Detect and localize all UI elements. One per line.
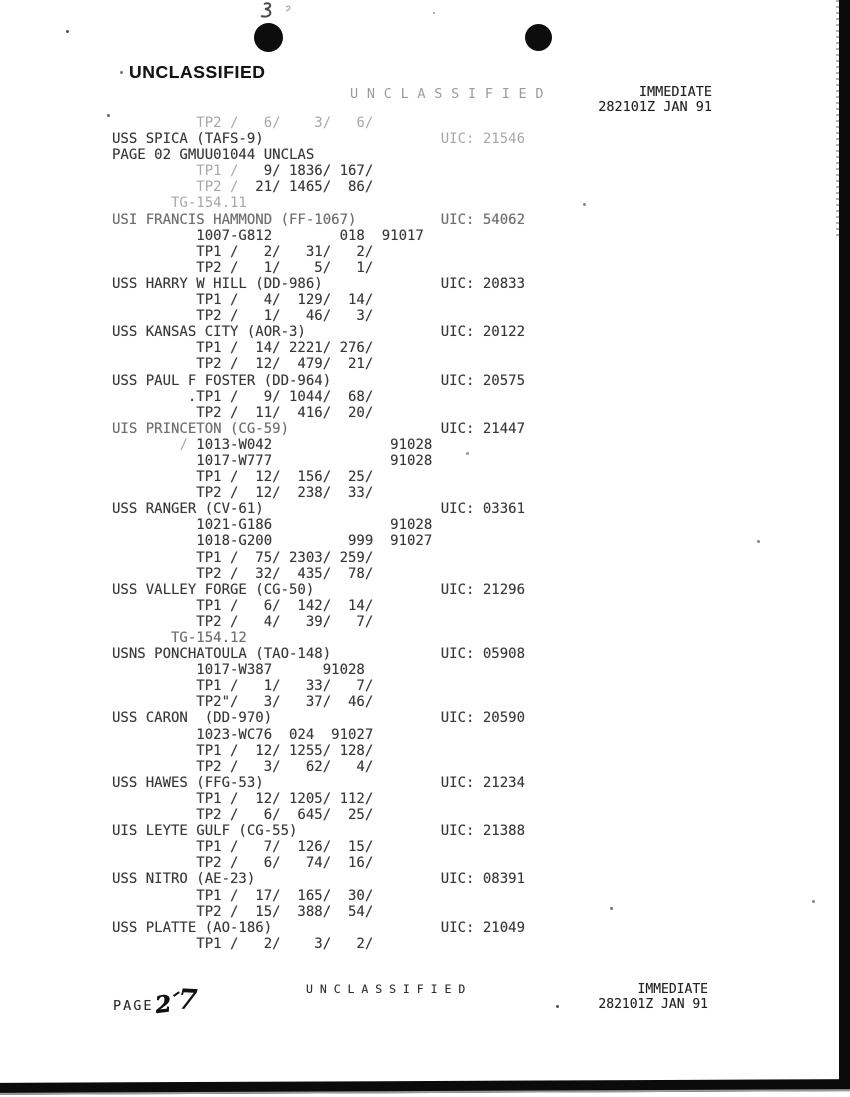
body-line: TP2 / 1/ 46/ 3/ [112,308,374,325]
body-line: USS SPICA (TAFS-9) UIC: 21546 [112,131,526,148]
footer-page-label: PAGE [113,998,154,1014]
body-line: 1018-G200 999 91027 [112,533,433,550]
body-line: PAGE 02 GMUU01044 UNCLAS [112,147,315,164]
body-line: USS PLATTE (AO-186) UIC: 21049 [112,919,526,936]
body-line: USS CARON (DD-970) UIC: 20590 [112,710,526,727]
scan-artifact [757,540,760,543]
body-line: 1023-WC76 024 91027 [112,726,374,743]
body-line: TP2 / 21/ 1465/ 86/ [112,179,374,196]
body-line: TP1 / 1/ 33/ 7/ [112,678,374,695]
scan-edge-right-bar [839,0,850,1086]
body-line: TP2 / 12/ 479/ 21/ [112,356,374,373]
body-line: 1007-G812 018 91017 [112,227,424,244]
header-precedence: IMMEDIATE [638,84,712,100]
message-body [112,115,525,952]
body-line: 1017-W387 91028 [112,662,365,679]
body-line: TP1 / 6/ 142/ 14/ [112,597,374,614]
body-line: TP1 / 2/ 31/ 2/ [112,243,374,260]
body-line: USNS PONCHATOULA (TAO-148) UIC: 05908 [112,646,526,663]
body-line: UIS PRINCETON (CG-59) UIC: 21447 [112,420,526,437]
body-line: TP2 / 6/ 74/ 16/ [112,855,374,872]
header-classification: U N C L A S S I F I E D [350,86,544,102]
body-line: 1017-W777 91028 [112,452,433,469]
scan-artifact [583,203,586,206]
scan-artifact [610,907,613,910]
body-line: TP2"/ 3/ 37/ 46/ [112,694,374,711]
pencil-scribble [250,0,320,24]
body-line: TG-154.11 [112,195,247,212]
body-line: TP2 / 4/ 39/ 7/ [112,613,374,630]
body-line: / 1013-W042 91028 [179,436,433,453]
body-line: TP1 / 12/ 1255/ 128/ [112,742,374,759]
footer-dtg: 282101Z JAN 91 [598,996,708,1012]
body-line: USS KANSAS CITY (AOR-3) UIC: 20122 [112,324,526,341]
body-line: TP1 / 4/ 129/ 14/ [112,292,374,309]
body-line: TP1 / 9/ 1836/ 167/ [112,163,374,180]
footer-right-block [598,983,708,1012]
body-line: TP2 / 6/ 3/ 6/ [112,115,374,131]
body-line: TP2 / 6/ 645/ 25/ [112,807,374,824]
hole-punch-left [254,23,283,52]
body-line: TP1 / 17/ 165/ 30/ [112,887,374,904]
body-line: USS HAWES (FFG-53) UIC: 21234 [112,774,526,791]
footer-precedence: IMMEDIATE [637,982,708,997]
body-line: .TP1 / 9/ 1044/ 68/ [112,388,374,405]
hole-punch-right [525,24,552,51]
body-line: TP1 / 7/ 126/ 15/ [112,839,374,856]
body-line: USI FRANCIS HAMMOND (FF-1067) UIC: 54062 [112,211,526,228]
body-line: TP2 / 3/ 62/ 4/ [112,758,374,775]
body-line: TP2 / 32/ 435/ 78/ [112,565,374,582]
body-line: USS PAUL F FOSTER (DD-964) UIC: 20575 [112,372,526,389]
body-line: TP2 / 11/ 416/ 20/ [112,404,374,421]
body-line: TP2 / 15/ 388/ 54/ [112,903,374,920]
body-line: USS VALLEY FORGE (CG-50) UIC: 21296 [112,581,526,598]
body-line: TG-154.12 [112,630,247,646]
body-line: USS HARRY W HILL (DD-986) UIC: 20833 [112,275,526,292]
body-line: UIS LEYTE GULF (CG-55) UIC: 21388 [112,823,526,840]
body-line: TP1 / 12/ 156/ 25/ [112,469,374,486]
scan-artifact [433,12,435,14]
scan-artifact [812,900,815,903]
body-line: USS NITRO (AE-23) UIC: 08391 [112,871,526,888]
body-line: TP1 / 75/ 2303/ 259/ [112,549,374,566]
scan-edge-bottom-bar [0,1079,850,1095]
handwritten-page-number: 2 [153,990,173,1019]
body-line: TP2 / 1/ 5/ 1/ [112,259,374,276]
scan-artifact [556,1005,559,1008]
body-line: TP1 / 12/ 1205/ 112/ [112,790,374,807]
body-line: TP2 / 12/ 238/ 33/ [112,485,374,502]
scan-artifact [836,0,839,240]
scan-artifact [66,30,69,33]
body-line: USS RANGER (CV-61) UIC: 03361 [112,501,526,518]
body-line: TP1 / 14/ 2221/ 276/ [112,340,374,357]
header-dtg: 282101Z JAN 91 [598,99,712,115]
scan-artifact [107,114,110,117]
handwritten-total-pages: 7 [177,982,199,1017]
footer-classification: U N C L A S S I F I E D [306,982,466,996]
body-line: TP1 / 2/ 3/ 2/ [112,935,374,952]
classification-stamp: UNCLASSIFIED [129,62,266,82]
body-line: 1021-G186 91028 [112,517,433,534]
scan-artifact [120,71,123,74]
header-right-block [598,85,712,115]
